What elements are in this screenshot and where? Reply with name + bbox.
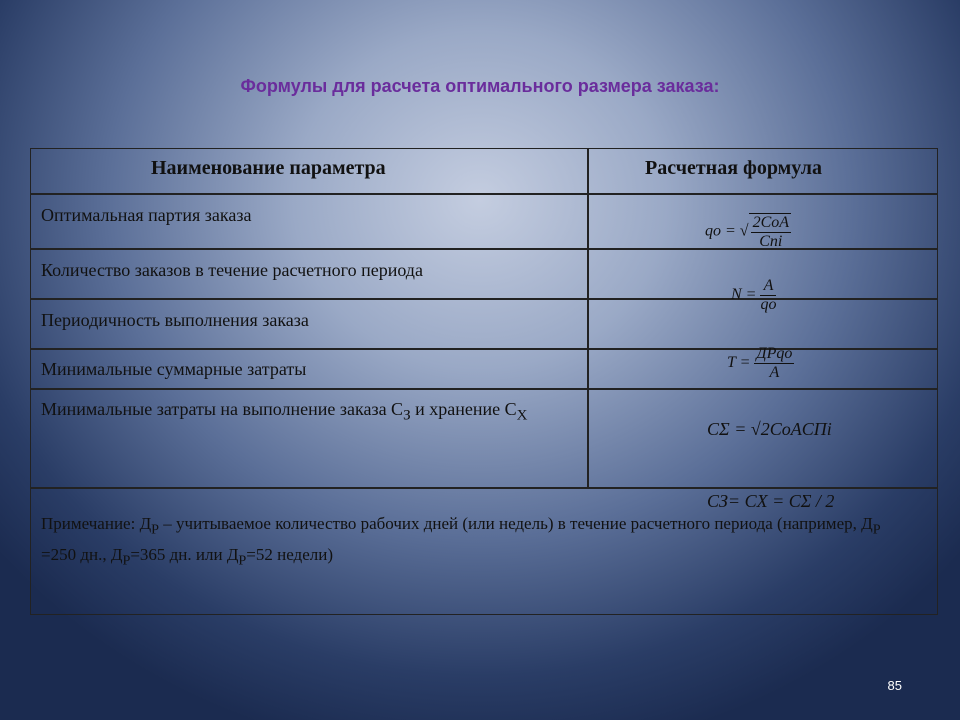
- row-label: Минимальные суммарные затраты: [41, 359, 307, 379]
- row-label: Оптимальная партия заказа: [41, 205, 252, 225]
- column-divider: [587, 149, 589, 488]
- slide-title: Формулы для расчета оптимального размера заказа:: [240, 76, 720, 96]
- row-divider: [31, 248, 937, 250]
- formula-table: [30, 148, 938, 615]
- row-divider: [31, 298, 937, 300]
- page-number: 85: [887, 678, 902, 693]
- formula-q: qo = √ $\frac{\text{2CoA}}{\text{Cni}}$: [705, 214, 790, 250]
- row-label: Минимальные затраты на выполнение заказа $С_З$ и хранение $С_Х$: [41, 399, 528, 424]
- formula-c-sum: CΣ = √2CoACПi: [707, 419, 832, 439]
- header-formula: Расчетная формула: [645, 157, 823, 179]
- row-divider: [31, 388, 937, 390]
- row-divider: [31, 487, 937, 489]
- row-label: Периодичность выполнения заказа: [41, 310, 309, 330]
- row-divider: [31, 193, 937, 195]
- note-text: Примечание: $Д_Р$ – учитываемое количество рабочих дней (или недель) в течение расчетного периода (например, $Д_Р =250$ дн., $Д_Р=365$ дн. или $Д_Р=52$ недели): [41, 514, 881, 569]
- header-parameter: Наименование параметра: [151, 157, 386, 179]
- row-divider: [31, 348, 937, 350]
- formula-n: N = $\frac{A}{qo}$: [731, 277, 777, 313]
- formula-t: T = $\frac{\text{ДPqo}}{A}$: [727, 345, 793, 381]
- row-label: Количество заказов в течение расчетного периода: [41, 260, 423, 280]
- formula-c-z: CЗ= CX = CΣ / 2: [707, 491, 835, 511]
